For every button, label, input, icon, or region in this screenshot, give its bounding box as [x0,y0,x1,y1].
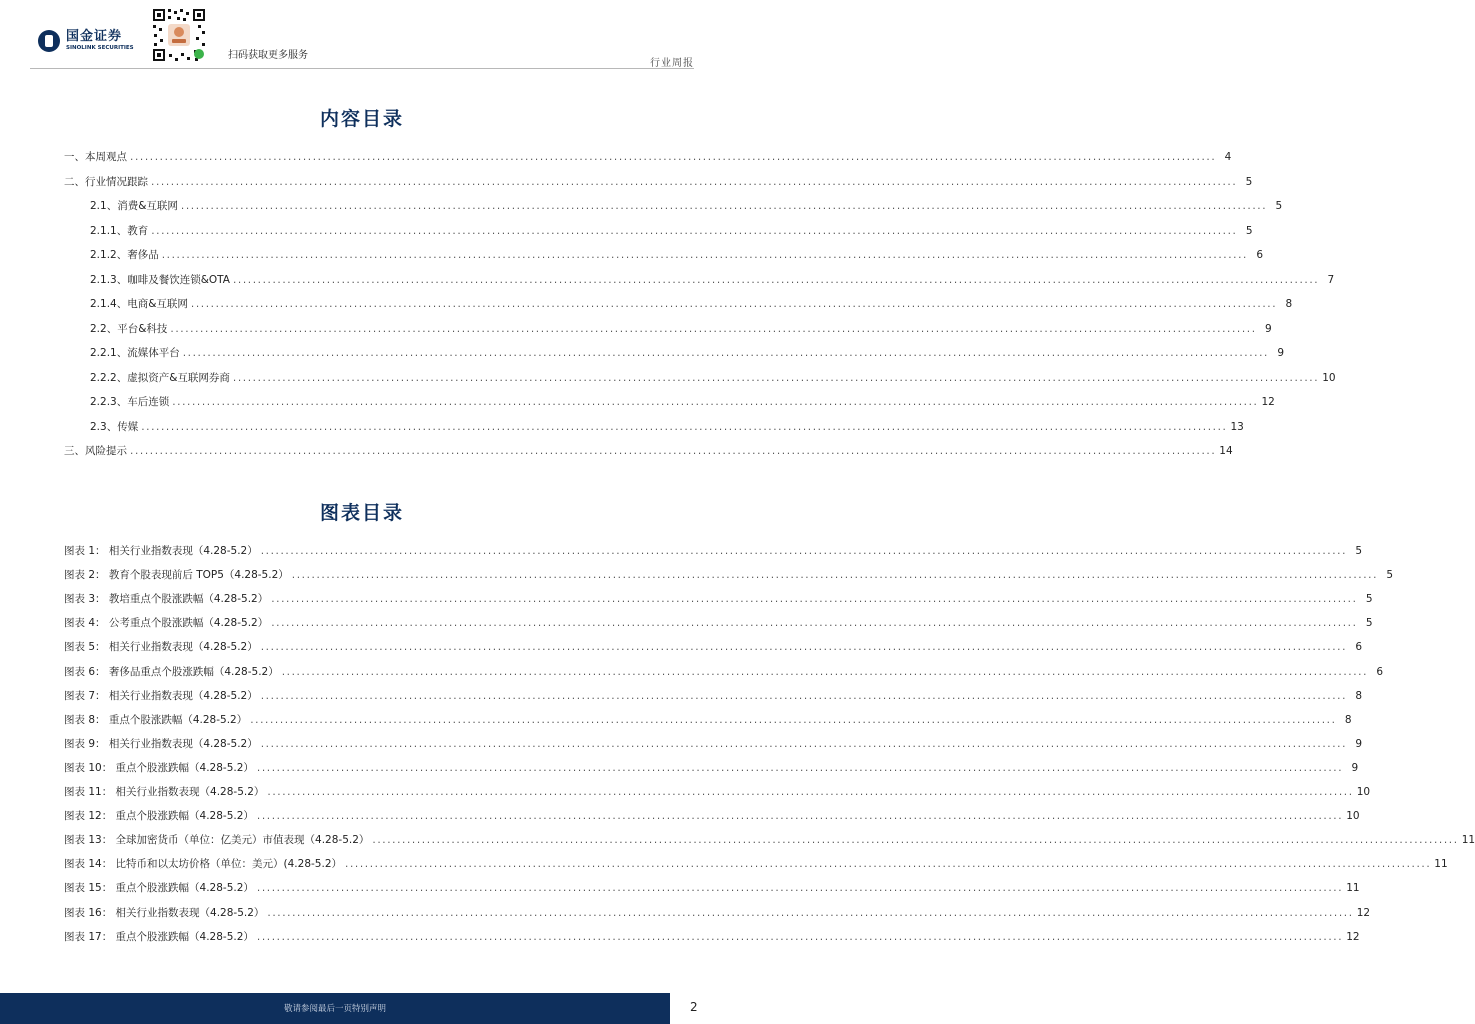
sinolink-logo [38,30,134,52]
dot-leader: ............................................................................................................................................................................................................................ [271,617,1358,629]
toc-entry-page: 8 [1285,298,1293,310]
logo-mark-icon [38,30,60,52]
figure-entry[interactable] [64,930,1360,944]
dot-leader: ............................................................................................................................................................................................................................ [170,323,1257,335]
dot-leader: ............................................................................................................................................................................................................................ [256,810,1344,822]
figure-entry-page: 9 [1351,762,1359,774]
figure-entry-page: 11 [1346,882,1360,894]
dot-leader: ............................................................................................................................................................................................................................ [281,666,1369,678]
toc-title: 内容目录 [319,108,404,130]
toc-entry[interactable] [90,297,1293,311]
figure-entry-label: 图表 5： 相关行业指数表现（4.28-5.2） [64,641,258,653]
figure-entry-label: 图表 15： 重点个股涨跌幅（4.28-5.2） [64,882,254,894]
toc-entry-label: 2.3、传媒 [90,421,139,433]
page-header [0,0,724,70]
toc-entry-label: 三、风险提示 [64,445,127,457]
figure-entry[interactable] [64,713,1352,727]
toc-entry-label: 2.1.2、奢侈品 [90,249,159,261]
dot-leader: ............................................................................................................................................................................................................................ [250,714,1337,726]
toc-entry[interactable] [64,175,1253,189]
logo-cn-text: 国金证券 [66,29,123,44]
dot-leader: ............................................................................................................................................................................................................................ [372,834,1459,846]
figure-entry-label: 图表 4： 公考重点个股涨跌幅（4.28-5.2） [64,617,269,629]
dot-leader: ............................................................................................................................................................................................................................ [260,690,1348,702]
figure-entry-page: 5 [1355,545,1363,557]
figure-entry-label: 图表 17： 重点个股涨跌幅（4.28-5.2） [64,931,254,943]
page-footer [0,993,724,1024]
dot-leader: ............................................................................................................................................................................................................................ [345,858,1432,870]
toc-entry[interactable] [64,150,1232,164]
toc-entry-label: 2.1.3、咖啡及餐饮连锁&OTA [90,274,230,286]
figure-entry-page: 9 [1355,738,1363,750]
figure-entry[interactable] [64,737,1363,751]
figure-entry[interactable] [64,785,1371,799]
header-divider [30,68,694,69]
dot-leader: ............................................................................................................................................................................................................................ [260,738,1348,750]
figure-entry-label: 图表 13： 全球加密货币（单位：亿美元）市值表现（4.28-5.2） [64,834,370,846]
toc-entry-label: 一、本周观点 [64,151,127,163]
figure-entry-page: 6 [1355,641,1363,653]
figure-entry-page: 5 [1365,617,1373,629]
toc-entry-page: 9 [1264,323,1272,335]
toc-entry[interactable] [64,444,1233,458]
figure-entry-label: 图表 8： 重点个股涨跌幅（4.28-5.2） [64,714,248,726]
dot-leader: ............................................................................................................................................................................................................................ [291,569,1379,581]
figure-entry-page: 6 [1376,666,1384,678]
toc-entry-page: 7 [1327,274,1335,286]
toc-entry-page: 6 [1256,249,1263,261]
toc-entry-label: 2.1、消费&互联网 [90,200,178,212]
figure-entry[interactable] [64,665,1384,679]
qr-code-icon[interactable] [150,6,208,64]
dot-leader: ............................................................................................................................................................................................................................ [141,421,1228,433]
figure-entry[interactable] [64,592,1373,606]
figure-entry-page: 8 [1344,714,1352,726]
toc-entry-page: 14 [1219,445,1233,457]
figure-entry-page: 11 [1434,858,1448,870]
toc-entry-page: 5 [1245,225,1253,237]
dot-leader: ............................................................................................................................................................................................................................ [256,931,1344,943]
figure-entry[interactable] [64,761,1359,775]
dot-leader: ............................................................................................................................................................................................................................ [256,882,1344,894]
toc-entry-label: 2.2.2、虚拟资产&互联网券商 [90,372,230,384]
figure-entry-page: 11 [1461,834,1475,846]
figure-entry[interactable] [64,640,1363,654]
figure-entry[interactable] [64,809,1360,823]
figure-entry-label: 图表 16： 相关行业指数表现（4.28-5.2） [64,907,265,919]
toc-entry-page: 13 [1230,421,1244,433]
toc-entry-label: 2.1.4、电商&互联网 [90,298,188,310]
dot-leader: ............................................................................................................................................................................................................................ [130,151,1217,163]
dot-leader: ............................................................................................................................................................................................................................ [260,545,1348,557]
figures-title: 图表目录 [319,502,404,524]
figure-entry-label: 图表 3： 教培重点个股涨跌幅（4.28-5.2） [64,593,269,605]
toc-entry[interactable] [90,199,1283,213]
toc-entry[interactable] [90,248,1263,262]
dot-leader: ............................................................................................................................................................................................................................ [190,298,1278,310]
figure-entry[interactable] [64,544,1363,558]
toc-entry-page: 12 [1261,396,1275,408]
dot-leader: ............................................................................................................................................................................................................................ [267,786,1354,798]
toc-entry-page: 9 [1277,347,1284,359]
toc-entry-page: 10 [1322,372,1336,384]
dot-leader: ............................................................................................................................................................................................................................ [232,274,1320,286]
toc-entry-label: 2.2.3、车后连锁 [90,396,170,408]
dot-leader: ............................................................................................................................................................................................................................ [151,225,1238,237]
figure-entry-page: 5 [1365,593,1373,605]
toc-entry[interactable] [90,273,1335,287]
dot-leader: ............................................................................................................................................................................................................................ [161,249,1248,261]
figure-entry[interactable] [64,833,1475,847]
toc-entry[interactable] [90,371,1336,385]
figure-entry-label: 图表 12： 重点个股涨跌幅（4.28-5.2） [64,810,254,822]
figure-entry-page: 8 [1355,690,1363,702]
figure-entry-page: 12 [1346,931,1360,943]
dot-leader: ............................................................................................................................................................................................................................ [172,396,1259,408]
figure-entry[interactable] [64,881,1360,895]
figure-entry[interactable] [64,689,1363,703]
dot-leader: ............................................................................................................................................................................................................................ [271,593,1358,605]
figure-entry-label: 图表 7： 相关行业指数表现（4.28-5.2） [64,690,258,702]
toc-entry[interactable] [90,224,1253,238]
figure-entry[interactable] [64,568,1394,582]
figure-entry[interactable] [64,906,1371,920]
toc-entry[interactable] [90,322,1272,336]
qr-caption: 扫码获取更多服务 [228,50,308,61]
figure-entry-page: 10 [1346,810,1360,822]
footer-disclaimer: 敬请参阅最后一页特别声明 [283,1004,386,1014]
figure-entry-page: 10 [1356,786,1371,798]
dot-leader: ............................................................................................................................................................................................................................ [182,347,1269,359]
figure-entry[interactable] [64,616,1373,630]
figure-entry-label: 图表 1： 相关行业指数表现（4.28-5.2） [64,545,258,557]
figure-entry-label: 图表 2： 教育个股表现前后 TOP5（4.28-5.2） [64,569,289,581]
figure-entry-page: 5 [1386,569,1394,581]
dot-leader: ............................................................................................................................................................................................................................ [151,176,1238,188]
figure-entry-label: 图表 9： 相关行业指数表现（4.28-5.2） [64,738,258,750]
toc-entry[interactable] [90,346,1284,360]
figure-entry-page: 12 [1356,907,1371,919]
figure-entry-label: 图表 11： 相关行业指数表现（4.28-5.2） [64,786,265,798]
figure-entry-label: 图表 6： 奢侈品重点个股涨跌幅（4.28-5.2） [64,666,279,678]
toc-entry-label: 二、行业情况跟踪 [64,176,148,188]
dot-leader: ............................................................................................................................................................................................................................ [260,641,1348,653]
figure-entry-label: 图表 10： 重点个股涨跌幅（4.28-5.2） [64,762,254,774]
page-number: 2 [690,1000,698,1014]
dot-leader: ............................................................................................................................................................................................................................ [180,200,1268,212]
dot-leader: ............................................................................................................................................................................................................................ [256,762,1344,774]
dot-leader: ............................................................................................................................................................................................................................ [232,372,1320,384]
toc-entry-label: 2.1.1、教育 [90,225,149,237]
toc-entry[interactable] [90,420,1244,434]
dot-leader: ............................................................................................................................................................................................................................ [267,907,1354,919]
toc-entry-label: 2.2.1、流媒体平台 [90,347,180,359]
figure-entry-label: 图表 14： 比特币和以太坊价格（单位：美元）(4.28-5.2） [64,858,342,870]
logo-en-text: SINOLINK SECURITIES [66,45,134,51]
toc-entry-page: 5 [1275,200,1283,212]
toc-entry-page: 5 [1245,176,1253,188]
document-type-label: 行业周报 [650,58,694,69]
dot-leader: ............................................................................................................................................................................................................................ [130,445,1217,457]
figure-entry[interactable] [64,857,1448,871]
toc-entry[interactable] [90,395,1275,409]
toc-entry-label: 2.2、平台&科技 [90,323,168,335]
toc-entry-page: 4 [1224,151,1232,163]
